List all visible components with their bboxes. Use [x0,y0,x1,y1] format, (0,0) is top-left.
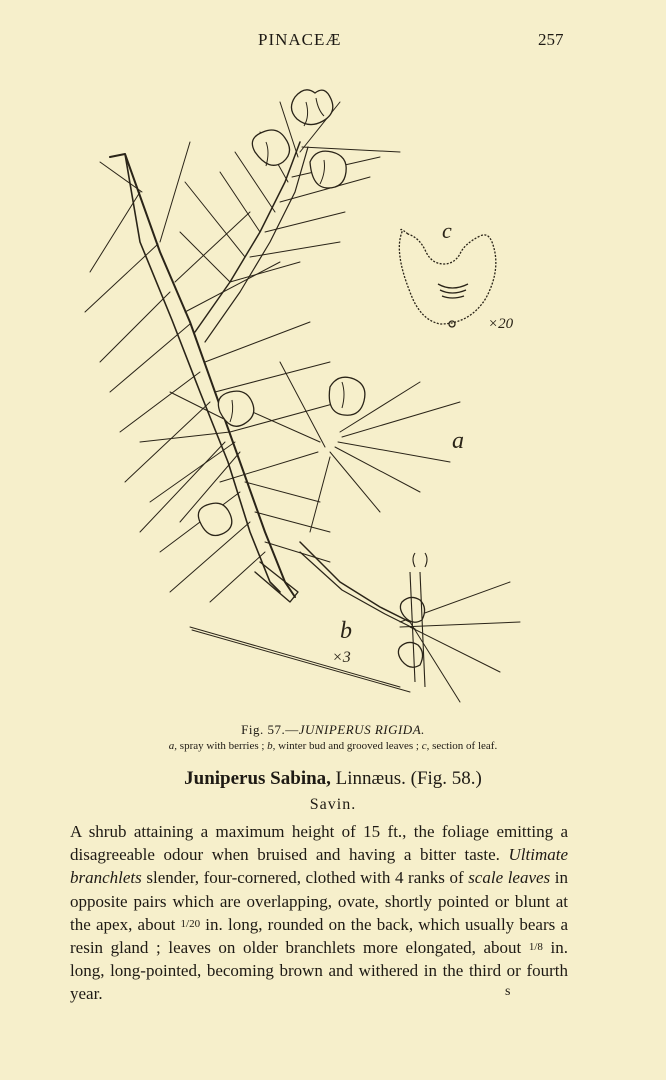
legend-b-key: b, [267,740,276,752]
legend-b-text: winter bud and grooved leaves ; [275,740,422,752]
body-sentence-1: A shrub attaining a maximum height of 15 ft., the foliage emitting a disagreeable odour when bruised and having a bitter taste. [70,822,568,865]
fraction-one-twentieth: 1/20 [180,917,201,930]
legend-c-key: c, [421,740,430,752]
legend-c-text: section of leaf. [429,740,498,752]
body-sentence-3: in opposite pairs which are overlapping, ovate, shortly pointed or blunt at the apex, about [70,868,568,934]
figure-number: Fig. 57.— [241,722,299,737]
figure-label-c-scale: ×20 [488,316,514,332]
legend-a-text: spray with berries ; [177,740,268,752]
figure-legend [0,740,666,752]
botanical-illustration [80,62,540,722]
body-sentence-4: in. long, rounded on the back, which usually bears a resin gland ; leaves on older branchlets more elongated, about [70,914,568,958]
figure-label-a: a [452,428,464,454]
figure-caption [0,722,666,738]
signature-mark: s [505,984,511,999]
legend-a-key: a, [168,740,178,752]
running-title: PINACEÆ [258,30,342,49]
body-paragraph [70,820,568,1006]
figure-species: JUNIPERUS RIGIDA. [298,722,425,737]
common-name: Savin. [309,796,357,813]
body-sentence-5: in. long, long-pointed, becoming brown and withered in the third or fourth year. [70,938,568,1004]
figure-label-b: b [340,618,352,644]
page-number: 257 [538,30,564,49]
figure-label-c: c [442,218,452,243]
running-head [0,30,666,52]
body-sentence-2: slender, four-cornered, clothed with 4 ranks of [141,868,469,888]
term-ultimate-branchlets: Ultimate branchlets [70,845,568,888]
juniper-drawing [80,62,540,722]
species-name: Juniperus Sabina, [184,768,331,789]
fraction-one-eighth: 1/8 [528,941,543,954]
term-scale-leaves: scale leaves [468,868,551,888]
figure-label-b-scale: ×3 [332,649,351,666]
species-heading [0,768,666,790]
species-authority: Linnæus. [330,768,406,789]
figure-reference: (Fig. 58.) [405,768,482,789]
